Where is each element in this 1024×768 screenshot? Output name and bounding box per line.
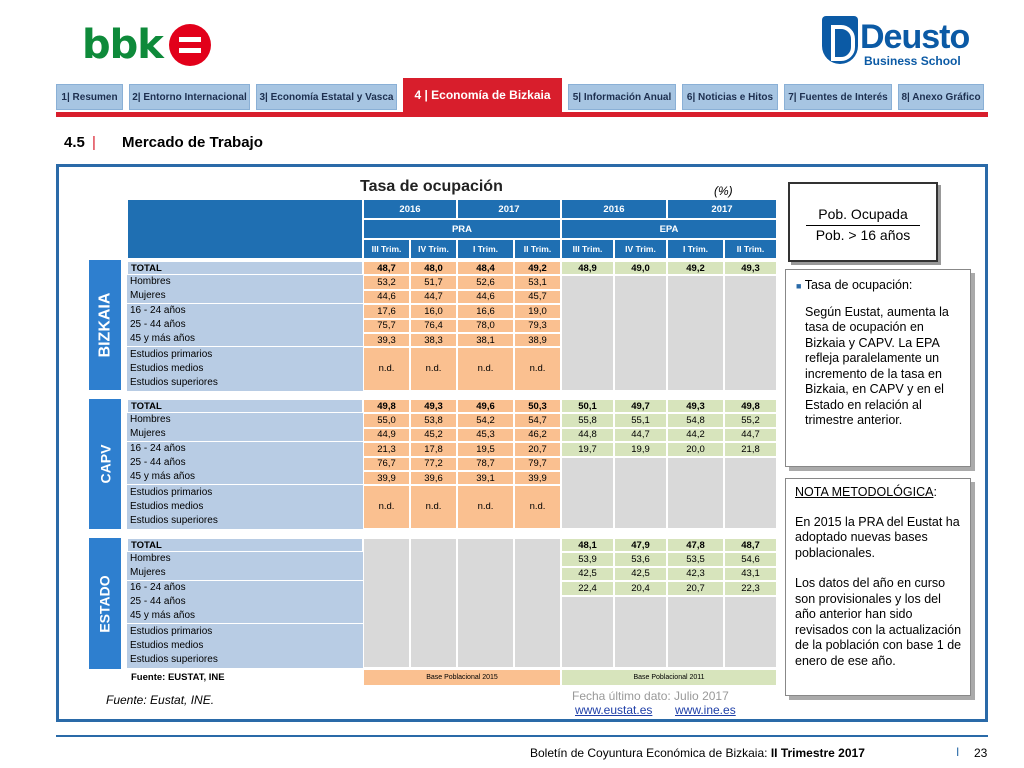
footer-separator: I: [956, 745, 960, 759]
value-cell: 44,8: [561, 428, 614, 442]
value-cell: 44,7: [724, 428, 777, 442]
empty-cell: [561, 457, 614, 529]
methodology-box: [785, 478, 971, 696]
value-cell: 79,3: [514, 319, 561, 333]
value-cell: 53,1: [514, 275, 561, 289]
header-year: 2017: [457, 199, 561, 219]
value-cell: 55,2: [724, 413, 777, 427]
methodology-heading: NOTA METODOLÓGICA: [795, 485, 934, 499]
value-cell: 48,9: [561, 261, 614, 275]
nd-cell: n.d.: [514, 347, 561, 390]
nd-cell: n.d.: [410, 485, 457, 528]
value-cell: 43,1: [724, 567, 777, 581]
tab-economia-bizkaia[interactable]: 4 | Economía de Bizkaia: [403, 78, 562, 112]
row-label-45: 45 y más años: [130, 471, 196, 483]
header-year: 2017: [667, 199, 777, 219]
row-label-16-24: 16 - 24 años: [130, 442, 186, 454]
value-cell: 44,2: [667, 428, 724, 442]
value-cell: 49,0: [614, 261, 667, 275]
nd-cell: n.d.: [457, 347, 514, 390]
empty-cell: [614, 596, 667, 668]
fraction-line: [806, 225, 920, 226]
tab-entorno-internacional[interactable]: 2| Entorno Internacional: [129, 84, 250, 110]
commentary-heading: Tasa de ocupación:: [804, 278, 913, 292]
row-label-superiores: Estudios superiores: [130, 377, 218, 389]
value-cell: 48,1: [561, 538, 614, 552]
eustat-link[interactable]: www.eustat.es: [575, 703, 653, 717]
value-cell: 19,5: [457, 442, 514, 456]
empty-cell: [561, 596, 614, 668]
value-cell: 79,7: [514, 457, 561, 471]
source-note: Fuente: Eustat, INE.: [106, 693, 215, 707]
value-cell: 16,0: [410, 304, 457, 318]
value-cell: 50,3: [514, 399, 561, 413]
tab-informacion-anual[interactable]: 5| Información Anual: [568, 84, 676, 110]
nd-cell: n.d.: [457, 485, 514, 528]
header-quarter: IV Trim.: [614, 239, 667, 259]
value-cell: 49,8: [363, 399, 410, 413]
row-label-mujeres: Mujeres: [130, 567, 166, 579]
value-cell: 54,8: [667, 413, 724, 427]
value-cell: 38,3: [410, 333, 457, 347]
value-cell: 17,6: [363, 304, 410, 318]
value-cell: 39,9: [363, 471, 410, 485]
epa-base-note: Base Poblacional 2011: [561, 669, 777, 686]
value-cell: 45,2: [410, 428, 457, 442]
bbk-symbol-icon: [169, 24, 211, 66]
value-cell: 39,6: [410, 471, 457, 485]
value-cell: 44,7: [614, 428, 667, 442]
value-cell: 19,7: [561, 442, 614, 456]
row-labels-age: [127, 442, 363, 485]
row-label-25-44: 25 - 44 años: [130, 596, 186, 608]
row-label-mujeres: Mujeres: [130, 290, 166, 302]
empty-cell: [363, 538, 410, 668]
page-number: 23: [974, 746, 988, 760]
empty-cell: [614, 457, 667, 529]
header-year: 2016: [363, 199, 457, 219]
bbk-logo: [82, 22, 211, 68]
value-cell: 21,3: [363, 442, 410, 456]
value-cell: 76,4: [410, 319, 457, 333]
region-label: ESTADO: [97, 574, 113, 633]
value-cell: 48,4: [457, 261, 514, 275]
header-quarter: IV Trim.: [410, 239, 457, 259]
empty-cell: [614, 275, 667, 390]
formula-numerator: Pob. Ocupada: [818, 206, 908, 222]
deusto-shield-icon: [822, 16, 858, 64]
pra-base-note: Base Poblacional 2015: [363, 669, 561, 686]
deusto-logo: [822, 16, 970, 68]
section-title: Mercado de Trabajo: [122, 134, 263, 151]
value-cell: 53,2: [363, 275, 410, 289]
row-label-25-44: 25 - 44 años: [130, 319, 186, 331]
value-cell: 38,9: [514, 333, 561, 347]
value-cell: 49,2: [514, 261, 561, 275]
value-cell: 49,8: [724, 399, 777, 413]
header-source-pra: PRA: [363, 219, 561, 239]
table-title: Tasa de ocupación: [360, 178, 503, 195]
value-cell: 47,9: [614, 538, 667, 552]
value-cell: 42,3: [667, 567, 724, 581]
tab-noticias-hitos[interactable]: 6| Noticias e Hitos: [682, 84, 778, 110]
nd-cell: n.d.: [363, 347, 410, 390]
row-label-hombres: Hombres: [130, 414, 171, 425]
value-cell: 53,9: [561, 552, 614, 566]
row-label-primarios: Estudios primarios: [130, 625, 213, 637]
header-quarter: I Trim.: [457, 239, 514, 259]
value-cell: 44,9: [363, 428, 410, 442]
row-label-16-24: 16 - 24 años: [130, 304, 186, 316]
row-labels-sex: [127, 413, 363, 442]
value-cell: 52,6: [457, 275, 514, 289]
value-cell: 20,4: [614, 581, 667, 595]
methodology-colon: :: [933, 485, 937, 499]
methodology-p1: En 2015 la PRA del Eustat ha adoptado nuevas bases poblacionales.: [795, 514, 960, 560]
formula-box: [788, 182, 938, 262]
empty-cell: [561, 275, 614, 390]
table-source-label: Fuente: EUSTAT, INE: [127, 669, 363, 686]
value-cell: 77,2: [410, 457, 457, 471]
row-labels-studies: [127, 347, 363, 390]
value-cell: 51,7: [410, 275, 457, 289]
region-label: CAPV: [97, 444, 113, 484]
region-bizkaia: [89, 260, 121, 390]
section-separator: |: [92, 134, 96, 151]
value-cell: 47,8: [667, 538, 724, 552]
value-cell: 49,2: [667, 261, 724, 275]
value-cell: 78,7: [457, 457, 514, 471]
row-label-total: TOTAL: [127, 399, 363, 413]
deusto-subtitle: Business School: [864, 54, 961, 68]
empty-cell: [410, 538, 457, 668]
nav-underline: [56, 112, 988, 117]
region-capv: [89, 399, 121, 529]
row-label-medios: Estudios medios: [130, 500, 204, 512]
deusto-wordmark: Deusto: [860, 18, 970, 56]
row-labels-sex: [127, 552, 363, 581]
value-cell: 49,3: [410, 399, 457, 413]
row-label-45: 45 y más años: [130, 333, 196, 345]
row-label-medios: Estudios medios: [130, 362, 204, 374]
value-cell: 53,5: [667, 552, 724, 566]
value-cell: 20,7: [667, 581, 724, 595]
value-cell: 48,7: [724, 538, 777, 552]
value-cell: 54,6: [724, 552, 777, 566]
value-cell: 78,0: [457, 319, 514, 333]
row-label-45: 45 y más años: [130, 610, 196, 622]
table-unit: (%): [714, 184, 733, 198]
value-cell: 55,1: [614, 413, 667, 427]
header-quarter: I Trim.: [667, 239, 724, 259]
value-cell: 21,8: [724, 442, 777, 456]
row-label-mujeres: Mujeres: [130, 428, 166, 440]
row-labels-age: [127, 581, 363, 624]
value-cell: 49,3: [667, 399, 724, 413]
nd-cell: n.d.: [363, 485, 410, 528]
row-labels-age: [127, 304, 363, 347]
value-cell: 55,8: [561, 413, 614, 427]
empty-cell: [724, 596, 777, 668]
value-cell: 39,9: [514, 471, 561, 485]
commentary-bullet: [796, 278, 960, 295]
value-cell: 49,7: [614, 399, 667, 413]
value-cell: 20,0: [667, 442, 724, 456]
tab-resumen[interactable]: 1| Resumen: [56, 84, 123, 110]
value-cell: 22,3: [724, 581, 777, 595]
row-labels-studies: [127, 624, 363, 667]
value-cell: 44,7: [410, 290, 457, 304]
formula-denominator: Pob. > 16 años: [815, 227, 911, 243]
value-cell: 39,1: [457, 471, 514, 485]
empty-cell: [667, 275, 724, 390]
value-cell: 44,6: [457, 290, 514, 304]
bbk-wordmark: bbk: [82, 22, 163, 68]
row-label-total: TOTAL: [127, 261, 363, 275]
value-cell: 19,0: [514, 304, 561, 318]
ine-link[interactable]: www.ine.es: [675, 703, 736, 717]
last-data-date: Fecha último dato: Julio 2017: [572, 689, 729, 703]
row-label-primarios: Estudios primarios: [130, 486, 213, 498]
nd-cell: n.d.: [514, 485, 561, 528]
value-cell: 49,6: [457, 399, 514, 413]
row-label-superiores: Estudios superiores: [130, 654, 218, 666]
header-quarter: III Trim.: [561, 239, 614, 259]
section-number: 4.5: [64, 134, 85, 151]
value-cell: 55,0: [363, 413, 410, 427]
value-cell: 54,2: [457, 413, 514, 427]
methodology-p2: Los datos del año en curso son provisionales y los del año anterior han sido revisados con la actualización de la población con base 1 de enero de ese año.: [795, 576, 962, 668]
value-cell: 45,7: [514, 290, 561, 304]
footer-rule: [56, 735, 988, 737]
row-label-primarios: Estudios primarios: [130, 348, 213, 360]
header-quarter: II Trim.: [724, 239, 777, 259]
value-cell: 53,8: [410, 413, 457, 427]
header-quarter: II Trim.: [514, 239, 561, 259]
value-cell: 44,6: [363, 290, 410, 304]
empty-cell: [667, 457, 724, 529]
tab-anexo-grafico[interactable]: 8| Anexo Gráfico: [898, 84, 984, 110]
value-cell: 45,3: [457, 428, 514, 442]
row-label-hombres: Hombres: [130, 276, 171, 287]
commentary-text: Según Eustat, aumenta la tasa de ocupación en Bizkaia y CAPV. La EPA refleja paralelamente un incremento de la tasa en Bizkaia, en CAPV y en el Estado en relación al trimestre anterior.: [805, 304, 949, 427]
value-cell: 22,4: [561, 581, 614, 595]
header-quarter: III Trim.: [363, 239, 410, 259]
footer-text: [530, 746, 865, 760]
tab-economia-estatal-vasca[interactable]: 3| Economía Estatal y Vasca: [256, 84, 397, 110]
value-cell: 38,1: [457, 333, 514, 347]
row-label-25-44: 25 - 44 años: [130, 457, 186, 469]
empty-cell: [724, 275, 777, 390]
empty-cell: [457, 538, 514, 668]
value-cell: 54,7: [514, 413, 561, 427]
value-cell: 42,5: [614, 567, 667, 581]
value-cell: 76,7: [363, 457, 410, 471]
tab-fuentes-interes[interactable]: 7| Fuentes de Interés: [784, 84, 892, 110]
footer-period: II Trimestre 2017: [770, 746, 865, 760]
empty-cell: [667, 596, 724, 668]
value-cell: 46,2: [514, 428, 561, 442]
row-label-total: TOTAL: [127, 538, 363, 552]
value-cell: 48,7: [363, 261, 410, 275]
region-label: BIZKAIA: [96, 292, 114, 358]
methodology-title: [795, 485, 962, 501]
value-cell: 53,6: [614, 552, 667, 566]
row-label-hombres: Hombres: [130, 553, 171, 564]
value-cell: 20,7: [514, 442, 561, 456]
value-cell: 19,9: [614, 442, 667, 456]
nav-tabs: [56, 84, 988, 120]
row-label-superiores: Estudios superiores: [130, 515, 218, 527]
table-header-corner: [127, 199, 363, 259]
header-source-epa: EPA: [561, 219, 777, 239]
commentary-box: [785, 269, 971, 467]
empty-cell: [724, 457, 777, 529]
row-label-medios: Estudios medios: [130, 639, 204, 651]
header-year: 2016: [561, 199, 667, 219]
value-cell: 49,3: [724, 261, 777, 275]
value-cell: 16,6: [457, 304, 514, 318]
footer-label: Boletín de Coyuntura Económica de Bizkaia:: [530, 746, 771, 760]
empty-cell: [514, 538, 561, 668]
region-estado: [89, 538, 121, 669]
nd-cell: n.d.: [410, 347, 457, 390]
bullet-icon: ■: [796, 281, 802, 291]
value-cell: 75,7: [363, 319, 410, 333]
row-label-16-24: 16 - 24 años: [130, 581, 186, 593]
value-cell: 48,0: [410, 261, 457, 275]
value-cell: 17,8: [410, 442, 457, 456]
value-cell: 39,3: [363, 333, 410, 347]
value-cell: 42,5: [561, 567, 614, 581]
row-labels-studies: [127, 485, 363, 528]
value-cell: 50,1: [561, 399, 614, 413]
row-labels-sex: [127, 275, 363, 304]
